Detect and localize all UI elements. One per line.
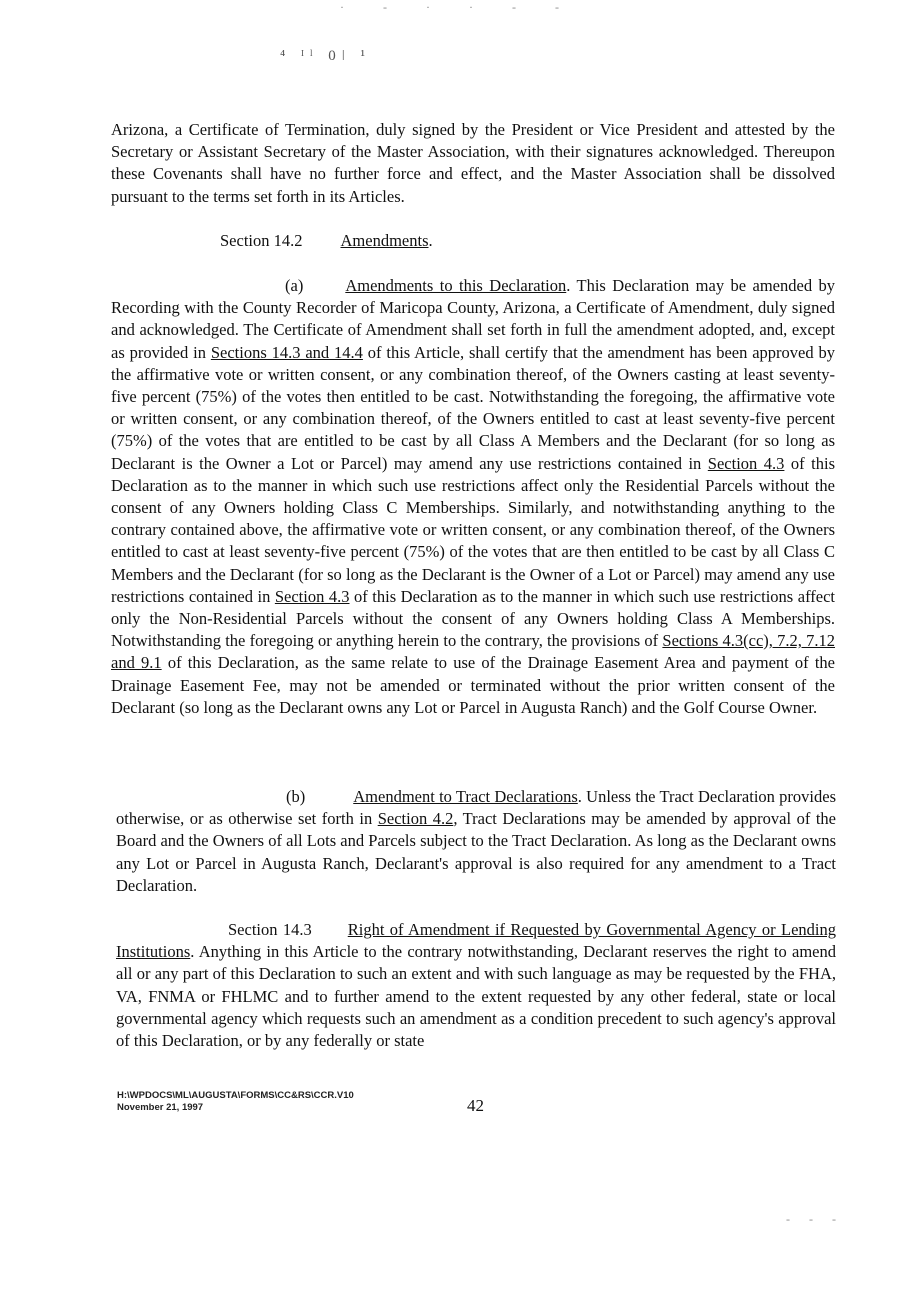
paragraph-a	[111, 275, 835, 719]
section-label: Section 14.2	[220, 231, 303, 250]
paragraph-text: of this Declaration as to the manner in which such use restrictions affect only the Non-Residential Parcels without the consent of any Owners holding Class A Memberships. Notwithstanding the foregoing or anything herein to the contrary, the provisions of	[111, 586, 835, 651]
section-14-2-heading	[220, 230, 433, 252]
recording-stamp: ⁴ ᴵˡ 0ǀ ¹	[280, 48, 371, 64]
paragraph-title: Amendments to this Declaration	[345, 276, 567, 295]
paragraph-text: . Unless the Tract Declaration provides otherwise, or as otherwise set forth in	[116, 787, 836, 829]
paragraph-title: Amendment to Tract Declarations	[353, 787, 578, 806]
paragraph-marker: (b)	[286, 787, 306, 806]
file-path: H:\WPDOCS\ML\AUGUSTA\FORMS\CC&RS\CCR.V10	[117, 1090, 354, 1101]
paragraph-b	[116, 786, 836, 897]
termination-paragraph: Arizona, a Certificate of Termination, duly signed by the President or Vice President and attested by the Secretary or Assistant Secretary of the Master Association, with their signatures acknowledged. Thereupon these Covenants shall have no further force and effect, and the Master Association shall be dissolved pursuant to the terms set forth in its Articles.	[111, 120, 835, 206]
paragraph-text: of this Declaration, as the same relate to use of the Drainage Easement Area and payment of the Drainage Easement Fee, may not be amended or terminated without the prior written consent of the Declarant (so long as the Declarant owns any Lot or Parcel in Augusta Ranch) and the Golf Course Owner.	[111, 653, 835, 717]
section-title: Right of Amendment if Requested by Governmental Agency or Lending Institutions	[116, 920, 836, 962]
cross-reference: Section 4.2	[377, 809, 454, 829]
section-title-period: .	[428, 231, 433, 250]
document-footer	[117, 1090, 354, 1114]
cross-reference: Section 4.3	[707, 453, 785, 473]
page-number: 42	[467, 1096, 484, 1115]
paragraph-marker: (a)	[285, 276, 304, 295]
footer-date: November 21, 1997	[117, 1102, 204, 1113]
paragraph-text: of this Article, shall certify that the amendment has been approved by the affirmative vote or written consent, or any combination thereof, of the Owners casting at least seventy-five percent (75%) of the votes then entitled to be cast. Notwithstanding the foregoing, the affirmative vote or written consent, or any combination thereof, of the Owners entitled to cast at least seventy-five percent (75%) of the votes that are entitled to be cast by all Class A Members and the Declarant (for so long as Declarant is the Owner a Lot or Parcel) may amend any use restrictions contained in	[111, 342, 835, 473]
scan-artifact-bottom: - - -	[786, 1212, 844, 1226]
cross-reference: Section 4.3	[274, 586, 350, 606]
section-title: Amendments	[340, 231, 429, 250]
paragraph-text: . This Declaration may be amended by Recording with the County Recorder of Maricopa County, Arizona, a Certificate of Amendment, duly signed and acknowledged. The Certificate of Amendment shall set forth in full the amendment adopted, and, except as provided in	[111, 276, 835, 362]
cross-reference: Sections 14.3 and 14.4	[210, 342, 363, 362]
scan-artifact-top: · - · · - -	[340, 0, 577, 14]
paragraph-text: , Tract Declarations may be amended by approval of the Board and the Owners of all Lots and Parcels subject to the Tract Declaration. As long as the Declarant owns any Lot or Parcel in Augusta Ranch, Declarant's approval is also required for any amendment to a Tract Declaration.	[116, 809, 836, 895]
section-14-3-paragraph	[116, 919, 836, 1052]
cross-reference: Sections 4.3(cc), 7.2, 7.12 and 9.1	[111, 631, 835, 673]
paragraph-text: of this Declaration as to the manner in which such use restrictions affect only the Residential Parcels without the consent of any Owners holding Class C Memberships. Similarly, and notwithstanding anything to the contrary contained above, the affirmative vote or written consent, or any combination thereof, of the Owners entitled to cast at least seventy-five percent (75%) of the votes that are then entitled to be cast by all Class C Members and the Declarant (for so long as the Declarant is the Owner of a Lot or Parcel) may amend any use restrictions contained in	[111, 453, 835, 606]
section-label: Section 14.3	[228, 920, 312, 939]
paragraph-text: . Anything in this Article to the contrary notwithstanding, Declarant reserves the right to amend all or any part of this Declaration to such an extent and with such language as may be requested by the FHA, VA, FNMA or FHLMC and to further amend to the extent requested by any other federal, state or local governmental agency which requests such an amendment as a condition precedent to such agency's approval of this Declaration, or by any federally or state	[116, 942, 836, 1051]
